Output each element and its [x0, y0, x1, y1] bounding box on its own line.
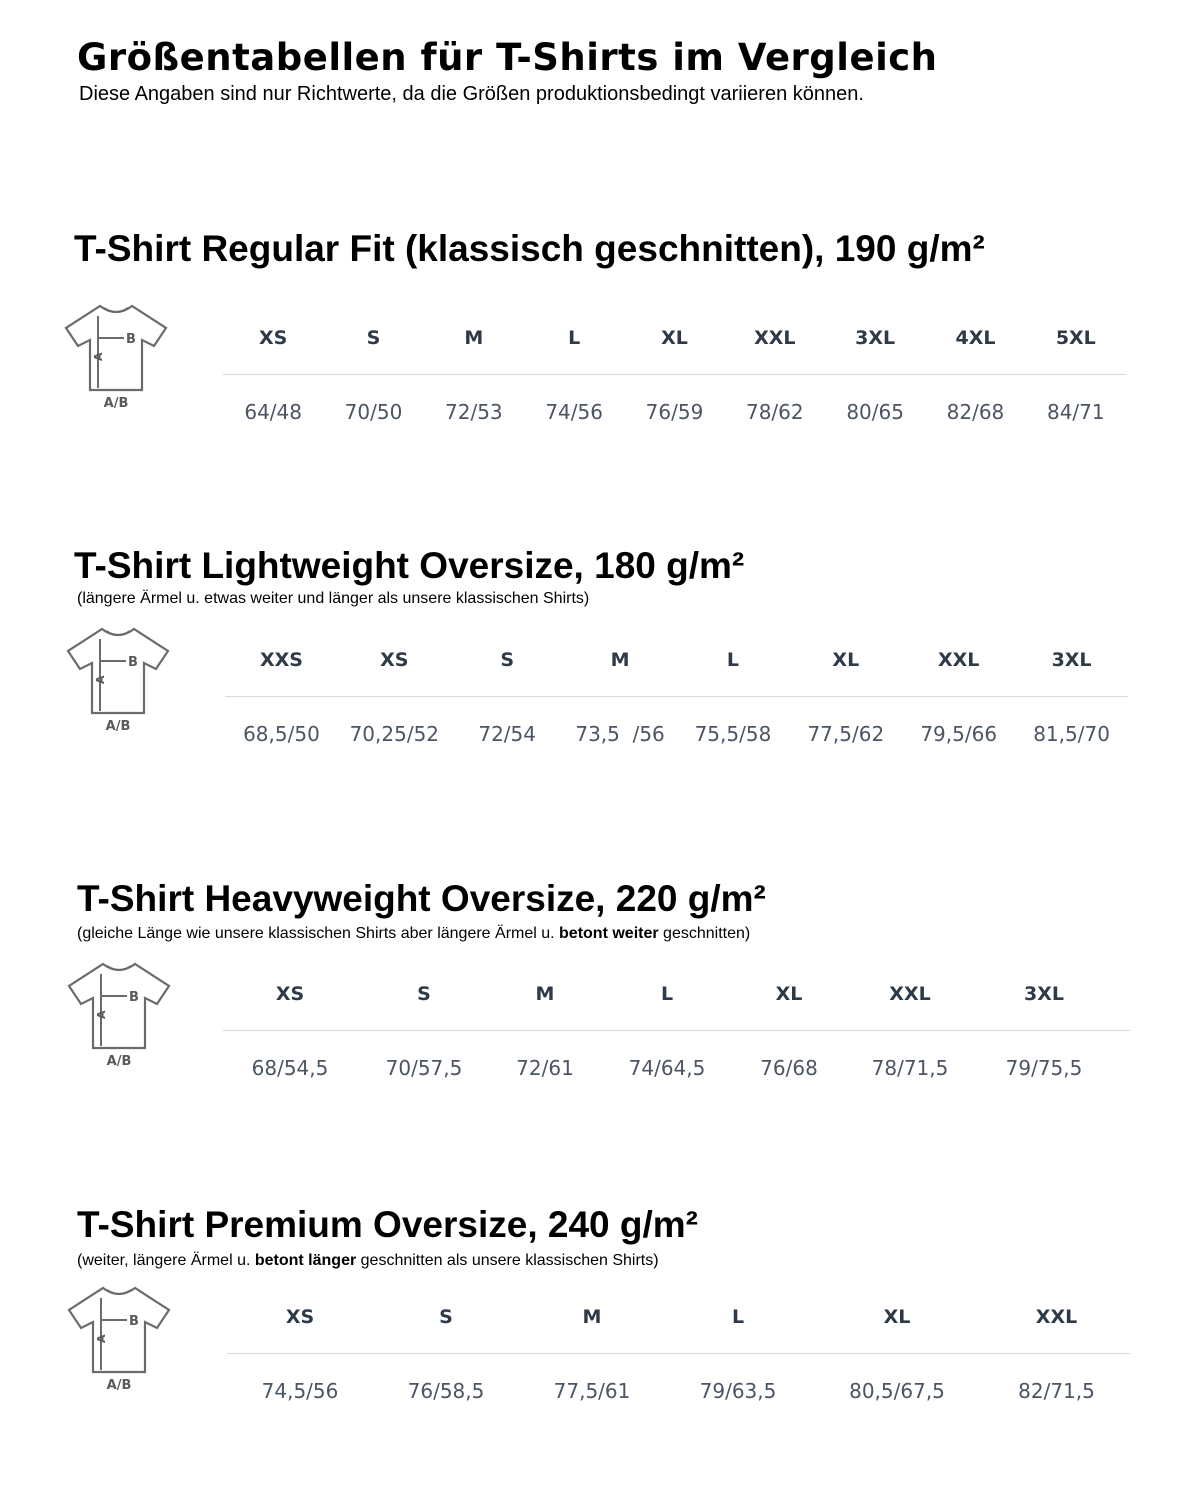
tshirt-measure-label: A/B: [106, 1378, 132, 1393]
measure-values-row: [223, 1031, 1130, 1106]
section-title: T-Shirt Premium Oversize, 240 g/m²: [77, 1204, 698, 1245]
size-section-lightweight-oversize: [0, 545, 1196, 775]
measure-values-row: [223, 375, 1126, 450]
size-label: XS: [223, 302, 323, 375]
tshirt-measure-label: A/B: [105, 719, 131, 734]
measure-value: 80/65: [846, 400, 904, 424]
size-label: 5XL: [1026, 302, 1126, 375]
tshirt-measure-label: A/B: [106, 1054, 132, 1069]
size-label: L: [665, 1281, 811, 1354]
tshirt-measure-label: A/B: [103, 396, 129, 411]
size-header-row: [227, 1281, 1130, 1354]
tshirt-measure-icon: [60, 300, 172, 414]
size-header-row: [223, 302, 1126, 375]
measure-value: 79/63,5: [699, 1379, 777, 1403]
measure-value: 70,25/52: [349, 722, 440, 746]
size-label: XS: [227, 1281, 373, 1354]
svg-text:A: A: [95, 1010, 108, 1019]
size-label: XL: [789, 624, 902, 697]
size-label: S: [323, 302, 423, 375]
measure-value: 75,5/58: [694, 722, 772, 746]
size-table: [223, 958, 1130, 1105]
measure-value: 80,5/67,5: [849, 1379, 945, 1403]
section-note: (gleiche Länge wie unsere klassischen Shirts aber längere Ärmel u. betont weiter geschnitten): [77, 925, 751, 942]
measure-values-row: [227, 1354, 1130, 1429]
svg-text:B: B: [129, 1314, 139, 1329]
svg-text:B: B: [129, 990, 139, 1005]
size-label: 3XL: [977, 958, 1111, 1031]
section-title: T-Shirt Lightweight Oversize, 180 g/m²: [74, 545, 745, 586]
measure-value: 74/64,5: [628, 1056, 706, 1080]
size-label: L: [677, 624, 790, 697]
size-table: [223, 302, 1126, 449]
size-label: M: [519, 1281, 665, 1354]
size-label: XS: [223, 958, 357, 1031]
measure-value: 74/56: [545, 400, 603, 424]
tshirt-measure-icon: [63, 958, 175, 1072]
size-label: XXL: [983, 1281, 1130, 1354]
measure-value: 78/71,5: [871, 1056, 949, 1080]
size-label: 3XL: [825, 302, 925, 375]
size-label: XXL: [725, 302, 825, 375]
measure-values-row: [225, 697, 1128, 772]
tshirt-measure-icon: [63, 1282, 175, 1396]
size-label: S: [373, 1281, 519, 1354]
size-label: XS: [338, 624, 451, 697]
measure-value: 68/54,5: [251, 1056, 329, 1080]
size-table: [225, 624, 1128, 771]
measure-value: 81,5/70: [1033, 722, 1110, 746]
section-title: T-Shirt Heavyweight Oversize, 220 g/m²: [77, 878, 766, 919]
measure-value: 84/71: [1046, 400, 1105, 424]
svg-text:A: A: [92, 352, 105, 361]
tshirt-outline-icon: [63, 1282, 175, 1378]
size-section-regular-fit: [0, 228, 1196, 448]
section-title: T-Shirt Regular Fit (klassisch geschnitten), 190 g/m²: [74, 228, 985, 269]
size-label: S: [357, 958, 491, 1031]
size-label: XXL: [902, 624, 1015, 697]
measure-value: 74,5/56: [261, 1379, 339, 1403]
tshirt-outline-icon: [63, 958, 175, 1054]
size-label: M: [491, 958, 599, 1031]
measure-value: 64/48: [244, 400, 302, 424]
measure-value: 76/58,5: [407, 1379, 485, 1403]
size-label: 3XL: [1015, 624, 1128, 697]
measure-value: 72/54: [478, 722, 536, 746]
page-subtitle: Diese Angaben sind nur Richtwerte, da die Größen produktionsbedingt variieren können.: [79, 83, 864, 105]
measure-value: 82/68: [946, 400, 1005, 424]
size-label: XL: [735, 958, 843, 1031]
measure-value: 79,5/66: [920, 722, 998, 746]
size-table: [227, 1281, 1130, 1428]
size-label: XXS: [225, 624, 338, 697]
size-section-premium-oversize: [0, 1204, 1196, 1444]
size-label: M: [564, 624, 677, 697]
svg-text:A: A: [95, 1334, 108, 1343]
measure-value: 77,5/62: [807, 722, 885, 746]
measure-value: 68,5/50: [243, 722, 320, 746]
tshirt-outline-icon: [60, 300, 172, 396]
size-label: M: [424, 302, 524, 375]
measure-value: 73,5 /56: [575, 722, 665, 746]
measure-value: 79/75,5: [1005, 1056, 1083, 1080]
size-label: L: [599, 958, 735, 1031]
page-title: Größentabellen für T-Shirts im Vergleich: [77, 36, 938, 79]
measure-value: 76/68: [760, 1056, 818, 1080]
tshirt-measure-icon: [62, 623, 174, 737]
measure-value: 77,5/61: [553, 1379, 631, 1403]
measure-value: 78/62: [745, 400, 804, 424]
measure-value: 72/53: [445, 400, 503, 424]
size-section-heavyweight-oversize: [0, 878, 1196, 1108]
tshirt-outline-icon: [62, 623, 174, 719]
size-header-row: [223, 958, 1130, 1031]
size-label: S: [451, 624, 564, 697]
svg-text:A: A: [94, 675, 107, 684]
size-header-row: [225, 624, 1128, 697]
size-label: XL: [624, 302, 724, 375]
size-label: 4XL: [925, 302, 1025, 375]
size-label: XL: [811, 1281, 983, 1354]
measure-value: 72/61: [516, 1056, 574, 1080]
measure-value: 70/50: [344, 400, 403, 424]
svg-text:B: B: [126, 332, 136, 347]
size-label: L: [524, 302, 624, 375]
measure-value: 70/57,5: [385, 1056, 463, 1080]
measure-value: 76/59: [645, 400, 704, 424]
section-note: (weiter, längere Ärmel u. betont länger geschnitten als unsere klassischen Shirts): [77, 1252, 659, 1269]
size-label: XXL: [843, 958, 977, 1031]
section-note: (längere Ärmel u. etwas weiter und länger als unsere klassischen Shirts): [77, 590, 590, 607]
svg-text:B: B: [128, 655, 138, 670]
measure-value: 82/71,5: [1018, 1379, 1095, 1403]
